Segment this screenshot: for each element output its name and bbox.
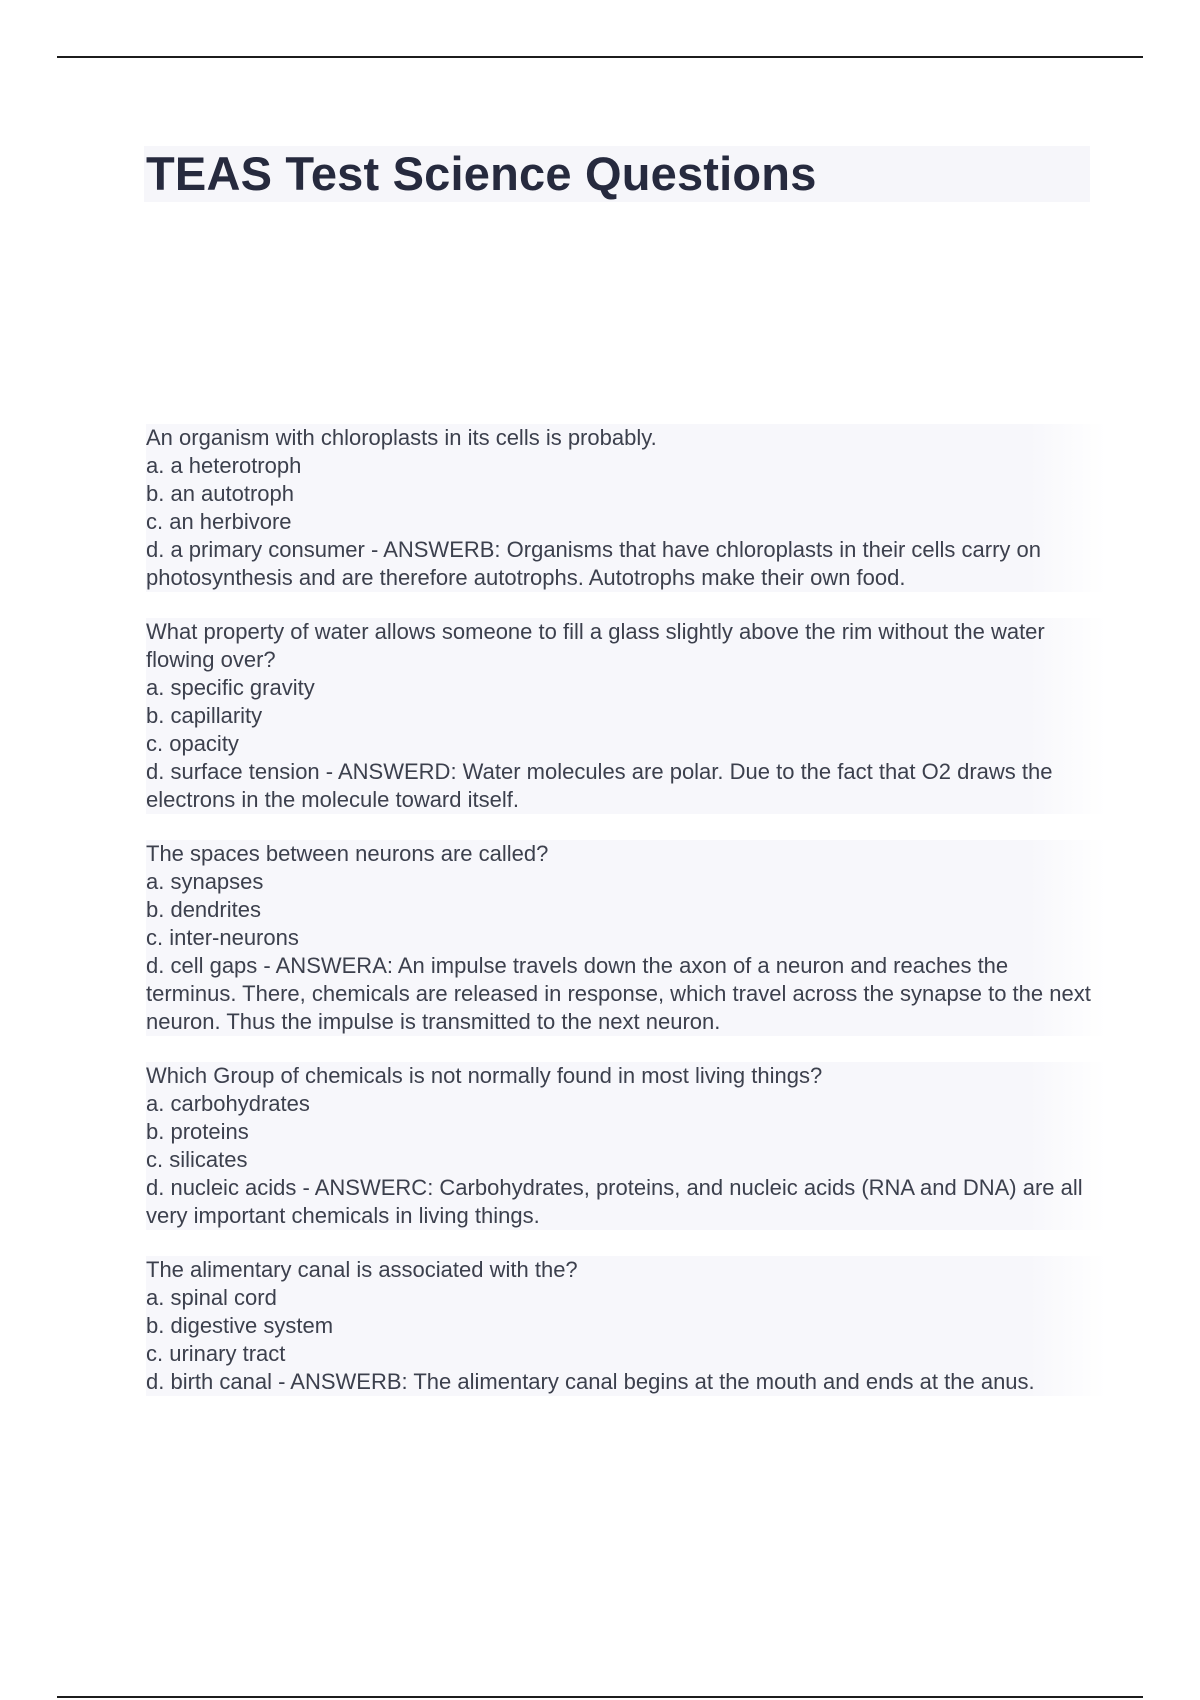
question-text: The alimentary canal is associated with the? <box>146 1257 578 1282</box>
option-d-answer: d. birth canal - ANSWERB: The alimentary canal begins at the mouth and ends at the anus. <box>146 1369 1035 1394</box>
question-block-1 <box>146 424 1106 592</box>
option-b: b. proteins <box>146 1119 249 1144</box>
option-b: b. dendrites <box>146 897 261 922</box>
top-rule <box>57 56 1143 58</box>
option-c: c. inter-neurons <box>146 925 299 950</box>
bottom-rule <box>57 1696 1143 1698</box>
option-c: c. silicates <box>146 1147 248 1172</box>
option-b: b. an autotroph <box>146 481 295 506</box>
page-title: TEAS Test Science Questions <box>146 147 817 200</box>
option-c: c. an herbivore <box>146 509 292 534</box>
option-b: b. digestive system <box>146 1313 334 1338</box>
option-a: a. spinal cord <box>146 1285 277 1310</box>
question-block-2 <box>146 618 1106 814</box>
option-a: a. specific gravity <box>146 675 315 700</box>
option-d-answer: d. a primary consumer - ANSWERB: Organisms that have chloroplasts in their cells carry on photosynthesis and are therefore autotrophs. Autotrophs make their own food. <box>146 537 1041 590</box>
option-a: a. synapses <box>146 869 264 894</box>
option-b: b. capillarity <box>146 703 263 728</box>
questions-list <box>146 424 1106 1422</box>
question-text: What property of water allows someone to fill a glass slightly above the rim without the water flowing over? <box>146 619 1045 672</box>
option-a: a. a heterotroph <box>146 453 302 478</box>
question-text: An organism with chloroplasts in its cells is probably. <box>146 425 657 450</box>
option-d-answer: d. surface tension - ANSWERD: Water molecules are polar. Due to the fact that O2 draws the electrons in the molecule toward itself. <box>146 759 1053 812</box>
option-d-answer: d. nucleic acids - ANSWERC: Carbohydrates, proteins, and nucleic acids (RNA and DNA) are all very important chemicals in living things. <box>146 1175 1083 1228</box>
question-text: The spaces between neurons are called? <box>146 841 549 866</box>
question-text: Which Group of chemicals is not normally found in most living things? <box>146 1063 823 1088</box>
question-block-3 <box>146 840 1106 1036</box>
option-a: a. carbohydrates <box>146 1091 310 1116</box>
option-d-answer: d. cell gaps - ANSWERA: An impulse travels down the axon of a neuron and reaches the terminus. There, chemicals are released in response, which travel across the synapse to the next neuron. Thus the impulse is transmitted to the next neuron. <box>146 953 1091 1034</box>
option-c: c. opacity <box>146 731 239 756</box>
question-block-4 <box>146 1062 1106 1230</box>
option-c: c. urinary tract <box>146 1341 286 1366</box>
question-block-5 <box>146 1256 1106 1396</box>
